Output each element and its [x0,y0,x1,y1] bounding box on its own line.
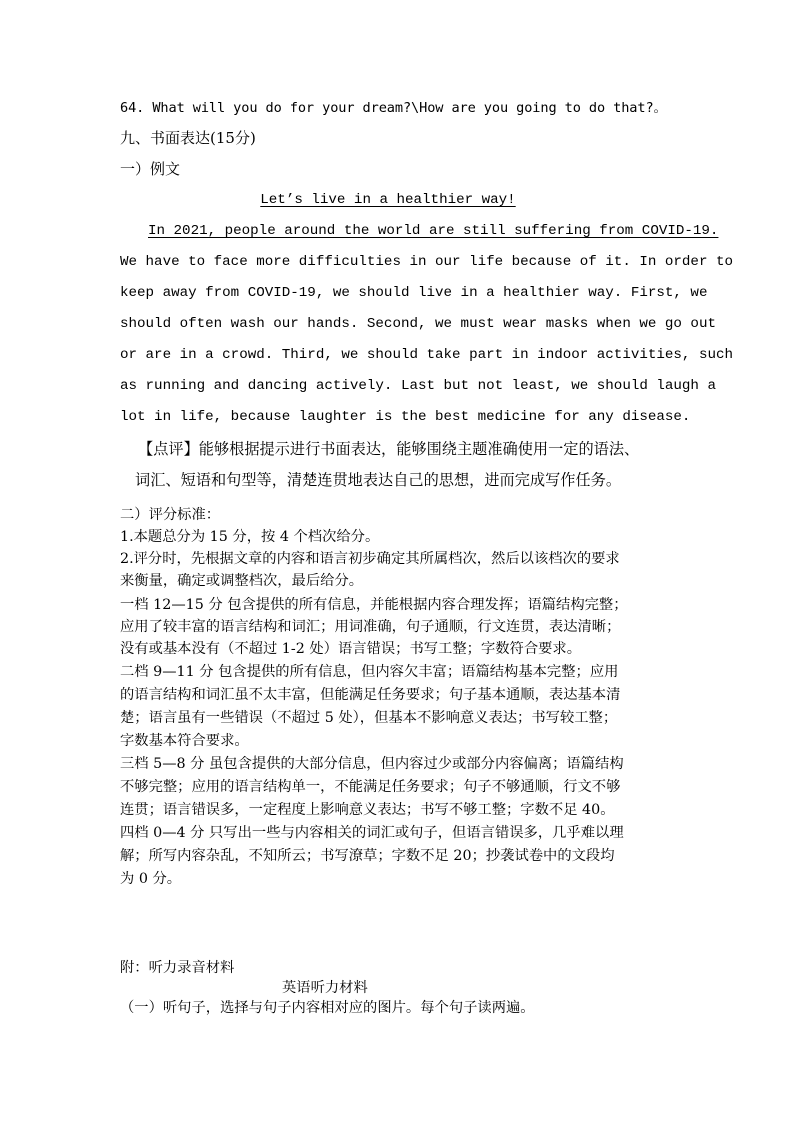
scoring-heading: 二）评分标准： [120,507,221,523]
scoring-line: 2.评分时，先根据文章的内容和语言初步确定其所属档次，然后以该档次的要求 [120,551,620,567]
scoring-line: 没有或基本没有（不超过 1-2 处）语言错误；书写工整；字数符合要求。 [120,641,582,657]
essay-line: or are in a crowd. Third, we should take part in indoor activities, such [120,347,733,363]
scoring-line: 楚；语言虽有一些错误（不超过 5 处），但基本不影响意义表达；书写较工整； [120,710,618,726]
comment-text-1: 能够根据提示进行书面表达，能够围绕主题准确使用一定的语法、 [198,440,640,458]
section-9-heading: 九、书面表达(15分) [120,129,256,147]
comment-line-2: 词汇、短语和句型等，清楚连贯地表达自己的思想，进而完成写作任务。 [135,471,621,489]
appendix-heading: 附：听力录音材料 [120,960,235,976]
scoring-line: 不够完整；应用的语言结构单一，不能满足任务要求；句子不够通顺，行文不够 [120,779,621,795]
scoring-line: 为 0 分。 [120,871,182,887]
essay-title: Let’s live in a healthier way! [260,192,516,208]
scoring-line: 四档 0—4 分 只写出一些与内容相关的词汇或句子，但语言错误多，几乎难以理 [120,825,624,841]
scoring-line: 应用了较丰富的语言结构和词汇；用词准确，句子通顺，行文连贯，表达清晰； [120,619,621,635]
essay-first-line: In 2021, people around the world are still suffering from COVID-19. [148,223,719,239]
scoring-line: 1.本题总分为 15 分，按 4 个档次给分。 [120,529,380,545]
scoring-line: 二档 9—11 分 包含提供的所有信息，但内容欠丰富；语篇结构基本完整；应用 [120,664,619,680]
appendix-part-1: （一）听句子，选择与句子内容相对应的图片。每个句子读两遍。 [120,1000,535,1016]
question-64: 64. What will you do for your dream?\How are you going to do that?。 [120,100,668,116]
scoring-line: 字数基本符合要求。 [120,733,249,749]
scoring-line: 连贯；语言错误多，一定程度上影响意义表达；书写不够工整；字数不足 40。 [120,802,615,818]
comment-line-1 [138,439,678,459]
scoring-line: 一档 12—15 分 包含提供的所有信息，并能根据内容合理发挥；语篇结构完整； [120,597,628,613]
part-1-heading: 一）例文 [120,160,181,178]
essay-line: We have to face more difficulties in our life because of it. In order to [120,254,733,270]
essay-line: lot in life, because laughter is the best medicine for any disease. [120,409,691,425]
scoring-line: 来衡量，确定或调整档次，最后给分。 [120,573,364,589]
comment-tag: 【点评】 [138,440,199,458]
scoring-line: 三档 5—8 分 虽包含提供的大部分信息，但内容过少或部分内容偏离；语篇结构 [120,756,624,772]
scoring-line: 的语言结构和词汇虽不太丰富，但能满足任务要求；句子基本通顺，表达基本清 [120,687,621,703]
essay-line: should often wash our hands. Second, we must wear masks when we go out [120,316,716,332]
essay-line: keep away from COVID-19, we should live in a healthier way. First, we [120,285,708,301]
appendix-title: 英语听力材料 [282,980,368,996]
scoring-line: 解；所写内容杂乱，不知所云；书写潦草；字数不足 20；抄袭试卷中的文段均 [120,848,615,864]
essay-line: as running and dancing actively. Last but not least, we should laugh a [120,378,716,394]
